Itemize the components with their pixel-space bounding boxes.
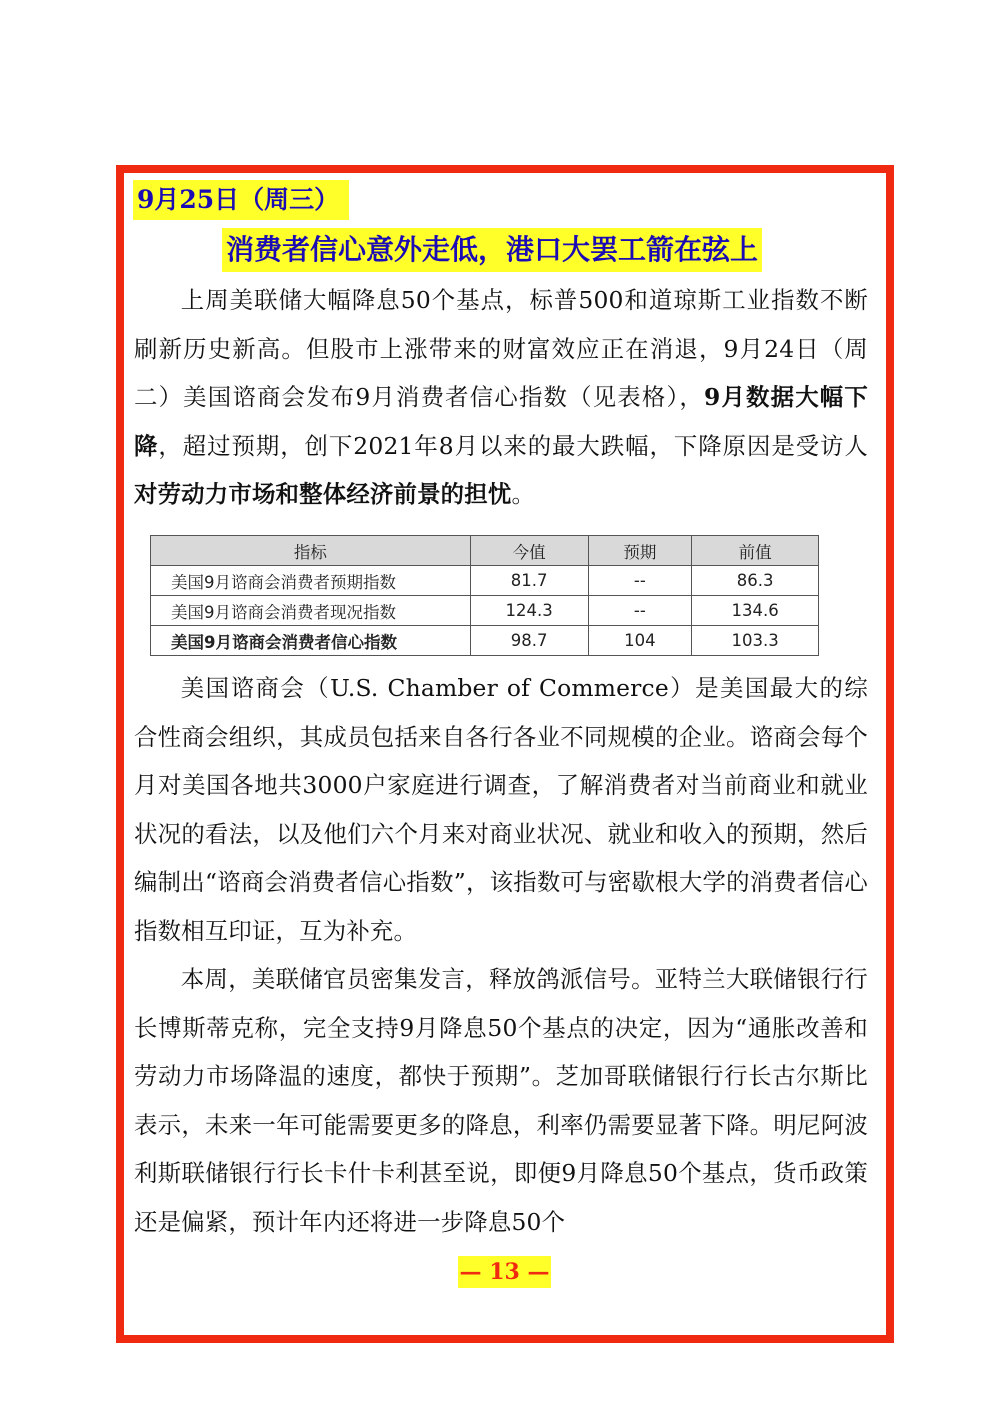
consumer-confidence-table	[150, 535, 819, 656]
paragraph-fed-officials: 本周，美联储官员密集发言，释放鸽派信号。亚特兰大联储银行行长博斯蒂克称，完全支持9月降息50个基点的决定，因为“通胀改善和劳动力市场降温的速度，都快于预期”。芝加哥联储银行行长古尔斯比表示，未来一年可能需要更多的降息，利率仍需要显著下降。明尼阿波利斯联储银行行长卡什卡利甚至说，即便9月降息50个基点，货币政策还是偏紧，预计年内还将进一步降息50个	[134, 965, 868, 1236]
header-previous: 前值	[692, 536, 819, 566]
row-forecast: 104	[588, 626, 692, 656]
intro-text-1: 上周美联储大幅降息50个基点，标普500和道琼斯工业指数不断刷新历史新高。但股市上涨带来的财富效应正在消退，9月24日（周二）美国谘商会发布9月消费者信心指数（见表格），	[134, 286, 868, 411]
row-previous: 103.3	[692, 626, 819, 656]
row-actual: 81.7	[470, 566, 588, 596]
table-row	[151, 596, 819, 626]
date-heading: 9月25日（周三）	[133, 180, 349, 220]
row-previous: 134.6	[692, 596, 819, 626]
row-label: 美国9月谘商会消费者预期指数	[151, 566, 471, 596]
intro-bold-2: 对劳动力市场和整体经济前景的担忧	[134, 480, 512, 508]
row-forecast: --	[588, 566, 692, 596]
row-actual: 124.3	[470, 596, 588, 626]
paragraph-chamber-of-commerce: 美国谘商会（U.S. Chamber of Commerce）是美国最大的综合性商会组织，其成员包括来自各行各业不同规模的企业。谘商会每个月对美国各地共3000户家庭进行调查，了解消费者对当前商业和就业状况的看法，以及他们六个月来对商业状况、就业和收入的预期，然后编制出“谘商会消费者信心指数”，该指数可与密歇根大学的消费者信心指数相互印证，互为补充。	[134, 674, 868, 945]
row-forecast: --	[588, 596, 692, 626]
row-label: 美国9月谘商会消费者现况指数	[151, 596, 471, 626]
intro-bold-1: 9月数据大幅下降	[134, 383, 868, 460]
intro-text-2: ，超过预期，创下2021年8月以来的最大跌幅，下降原因是受访人	[158, 431, 869, 460]
article-headline: 消费者信心意外走低，港口大罢工箭在弦上	[222, 228, 762, 272]
row-actual: 98.7	[470, 626, 588, 656]
page-number: — 13 —	[458, 1256, 551, 1288]
row-label: 美国9月谘商会消费者信心指数	[151, 626, 471, 656]
header-forecast: 预期	[588, 536, 692, 566]
header-indicator: 指标	[151, 536, 471, 566]
header-actual: 今值	[470, 536, 588, 566]
paragraph-intro	[134, 276, 868, 519]
table-row	[151, 626, 819, 656]
row-previous: 86.3	[692, 566, 819, 596]
table-header-row	[151, 536, 819, 566]
table-row	[151, 566, 819, 596]
intro-text-3: 。	[511, 480, 536, 508]
